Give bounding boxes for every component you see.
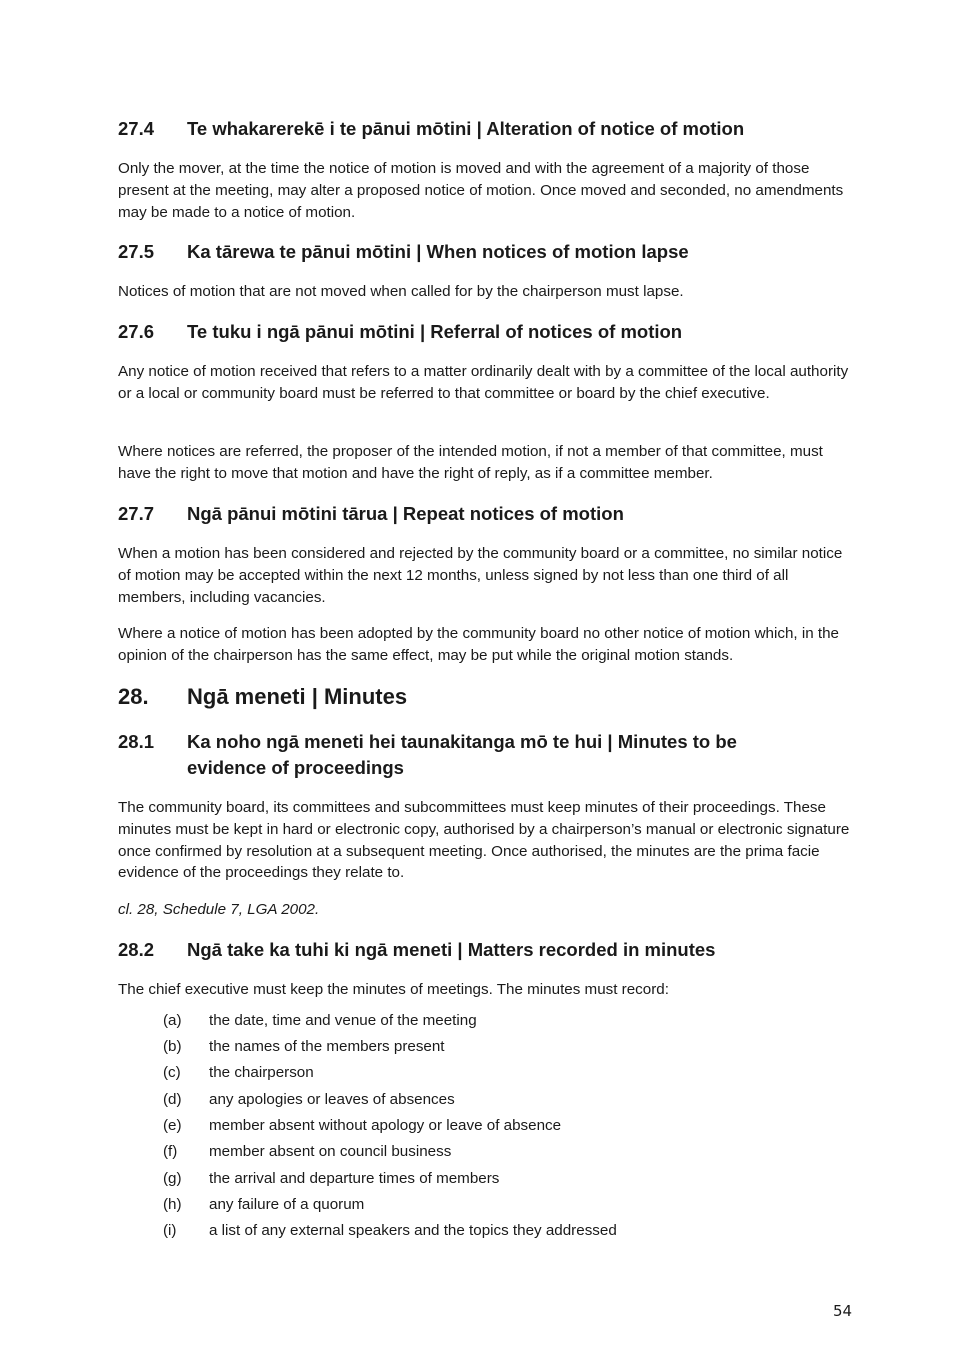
heading-number: 27.7 xyxy=(118,503,155,524)
list-item-text: the names of the members present xyxy=(209,1038,445,1055)
heading-number: 27.4 xyxy=(118,118,155,139)
list-item-text: the date, time and venue of the meeting xyxy=(209,1012,477,1029)
heading-title: Ngā pānui mōtini tārua | Repeat notices of motion xyxy=(187,503,624,524)
paragraph-27-4: Only the mover, at the time the notice of motion is moved and with the agreement of a majority of those present at the meeting, may alter a proposed notice of motion. Once moved and seconded, no amendments may be made to a notice of motion. xyxy=(118,160,844,221)
list-item-text: the arrival and departure times of members xyxy=(209,1170,500,1187)
list-item-label: (f) xyxy=(163,1143,178,1160)
list-item-label: (e) xyxy=(163,1117,182,1134)
chapter-title: Ngā meneti | Minutes xyxy=(187,684,408,709)
page-number: 54 xyxy=(833,1302,853,1320)
heading-title: Ka tārewa te pānui mōtini | When notices of motion lapse xyxy=(187,241,689,262)
heading-number: 27.5 xyxy=(118,241,155,262)
paragraph-27-6-a: Any notice of motion received that refers to a matter ordinarily dealt with by a committee of the local authority or a local or community board must be referred to that committee or board by the chief executive. xyxy=(118,363,849,402)
list-item-label: (b) xyxy=(163,1038,182,1055)
list-item-label: (a) xyxy=(163,1012,182,1029)
heading-number: 28.2 xyxy=(118,939,155,960)
list-item-label: (i) xyxy=(163,1222,177,1239)
heading-title-line-2: evidence of proceedings xyxy=(187,757,404,778)
list-item-text: member absent without apology or leave of absence xyxy=(209,1117,562,1134)
document-page xyxy=(118,0,858,1368)
heading-title: Te tuku i ngā pānui mōtini | Referral of notices of motion xyxy=(187,321,683,342)
heading-title: Ngā take ka tuhi ki ngā meneti | Matters recorded in minutes xyxy=(187,939,716,960)
paragraph-27-7-a: When a motion has been considered and rejected by the community board or a committee, no similar notice of motion may be accepted within the next 12 months, unless signed by not less than one third of all members, including vacancies. xyxy=(118,545,843,606)
list-item-label: (d) xyxy=(163,1091,182,1108)
list-item-label: (h) xyxy=(163,1196,182,1213)
list-item-text: the chairperson xyxy=(209,1064,314,1081)
paragraph-27-7-b: Where a notice of motion has been adopted by the community board no other notice of motion which, in the opinion of the chairperson has the same effect, may be put while the original motion stands. xyxy=(118,625,839,664)
heading-number: 27.6 xyxy=(118,321,155,342)
heading-title-line-1: Ka noho ngā meneti hei taunakitanga mō te hui | Minutes to be xyxy=(187,731,737,752)
paragraph-27-5: Notices of motion that are not moved when called for by the chairperson must lapse. xyxy=(118,283,684,300)
paragraph-27-6-b: Where notices are referred, the proposer of the intended motion, if not a member of that committee, must have the right to move that motion and have the right of reply, as if a committee member. xyxy=(118,443,823,482)
paragraph-28-1: The community board, its committees and subcommittees must keep minutes of their proceedings. These minutes must be kept in hard or electronic copy, authorised by a chairperson’s manual or electronic signature once confirmed by resolution at a subsequent meeting. Once authorised, the minutes are the prima facie evidence of the proceedings they relate to. xyxy=(118,799,850,882)
chapter-number: 28. xyxy=(118,684,149,709)
list-item-text: any failure of a quorum xyxy=(209,1196,365,1213)
heading-title: Te whakarerekē i te pānui mōtini | Alteration of notice of motion xyxy=(187,118,745,139)
list-item-text: a list of any external speakers and the topics they addressed xyxy=(209,1222,617,1239)
list-item-label: (c) xyxy=(163,1064,181,1081)
citation-28-1: cl. 28, Schedule 7, LGA 2002. xyxy=(118,901,320,918)
list-item-label: (g) xyxy=(163,1170,182,1187)
paragraph-28-2-intro: The chief executive must keep the minutes of meetings. The minutes must record: xyxy=(118,981,669,998)
list-item-text: any apologies or leaves of absences xyxy=(209,1091,455,1108)
list-item-text: member absent on council business xyxy=(209,1143,452,1160)
heading-number: 28.1 xyxy=(118,731,155,752)
